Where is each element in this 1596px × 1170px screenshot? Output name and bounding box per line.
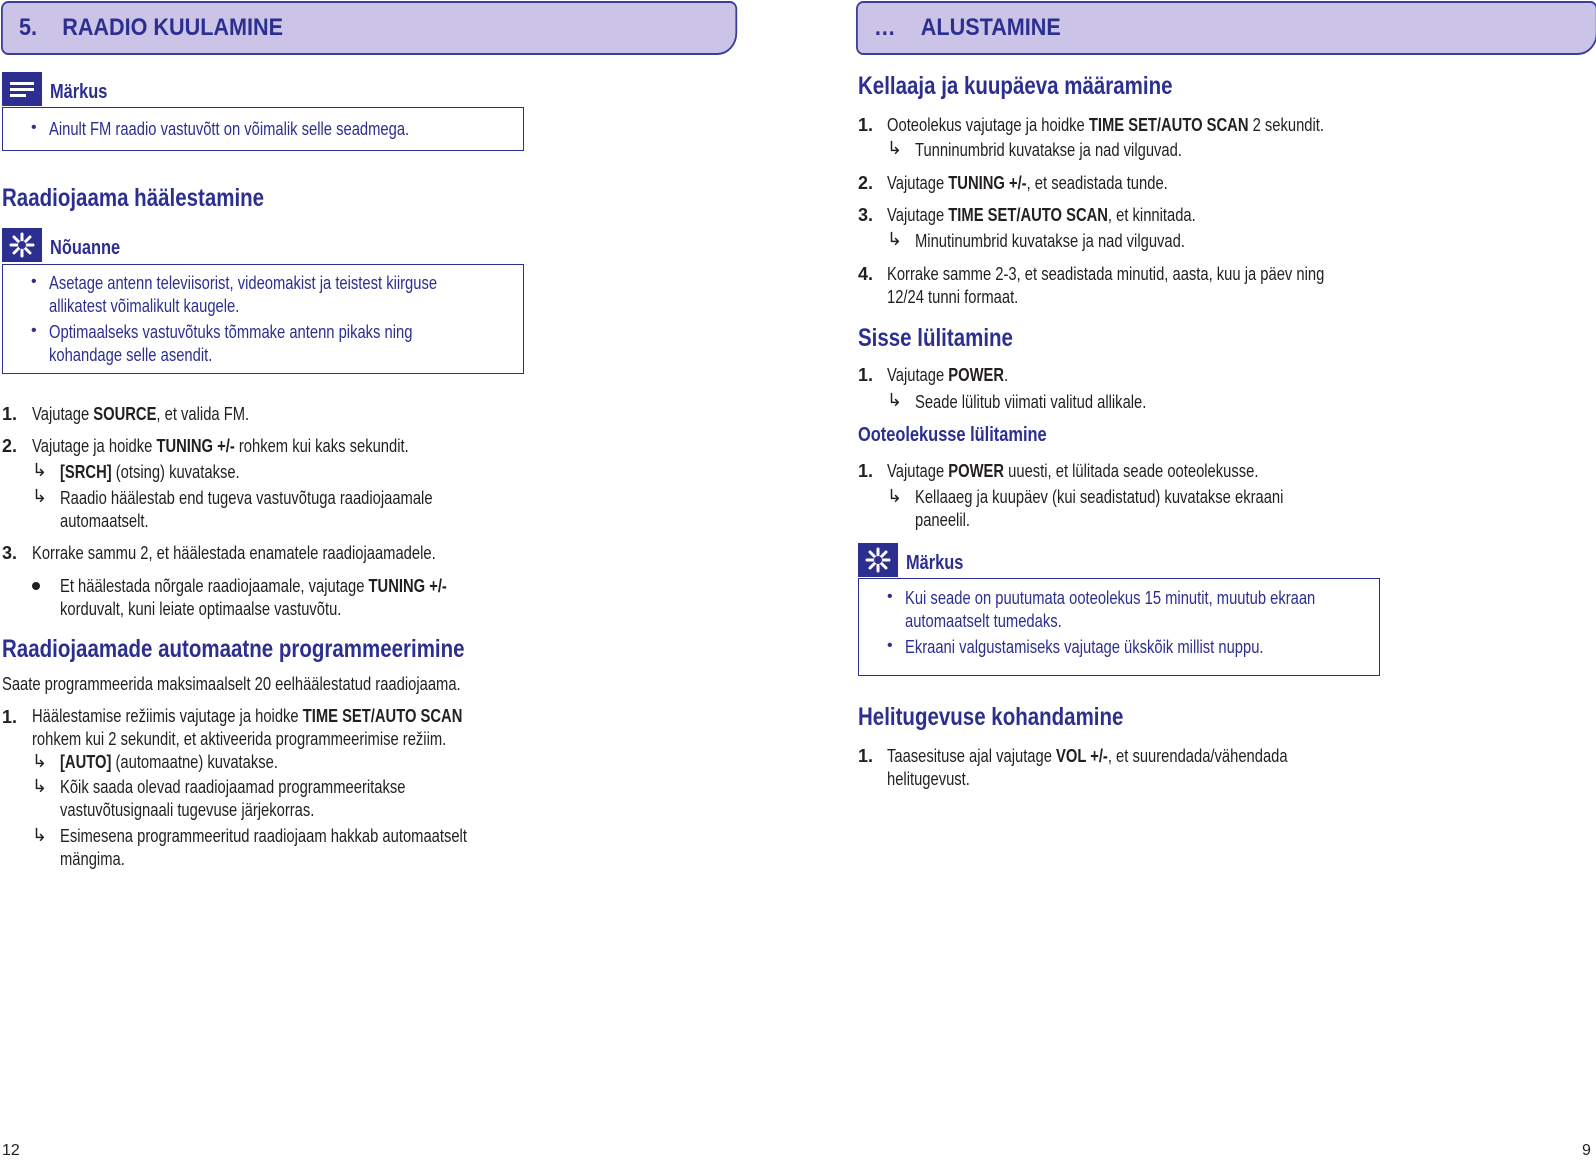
chapter-header-right [856,1,1596,55]
result-text: [SRCH] (otsing) kuvatakse. [60,462,240,482]
asterisk-icon [2,228,42,262]
note-title: Märkus [906,552,964,574]
section-title-tuning: Raadiojaama häälestamine [2,184,265,212]
step-number: 1. [858,746,874,766]
bullet: • [887,637,893,654]
result-text: [AUTO] (automaatne) kuvatakse. [60,752,278,772]
result-arrow-icon: ↳ [887,229,903,249]
note-title: Märkus [50,81,108,103]
step-text: Vajutage POWER uuesti, et lülitada seade ooteolekusse. [887,461,1259,481]
result-text: Raadio häälestab end tugeva vastuvõtuga raadiojaamale automaatselt. [60,488,433,531]
tip-item: Asetage antenn televiisorist, videomakist ja teistest kiirguse allikatest võimalikult kaugele. [49,273,438,316]
section-title-clock: Kellaaja ja kuupäeva määramine [858,72,1173,100]
tip-item: Optimaalseks vastuvõtuks tõmmake antenn pikaks ning kohandage selle asendit. [49,322,413,365]
note-box [858,578,1380,676]
step-number: 1. [858,115,874,135]
bullet-dot [32,582,40,590]
chapter-header-left [1,1,737,55]
section-intro: Saate programmeerida maksimaalselt 20 eelhäälestatud raadiojaama. [2,674,461,694]
result-text: Tunninumbrid kuvatakse ja nad vilguvad. [915,140,1182,160]
note-lines-icon [2,72,42,106]
step-number: 1. [2,404,18,424]
asterisk-icon [858,543,898,577]
step-number: 3. [2,543,18,563]
result-text: Minutinumbrid kuvatakse ja nad vilguvad. [915,231,1185,251]
step-text: Vajutage TIME SET/AUTO SCAN, et kinnitada. [887,205,1196,225]
result-arrow-icon: ↳ [887,390,903,410]
result-arrow-icon: ↳ [32,776,48,796]
tip-title: Nõuanne [50,237,121,259]
result-arrow-icon: ↳ [32,825,48,845]
result-text: Esimesena programmeeritud raadiojaam hakkab automaatselt mängima. [60,826,467,869]
page-number-right: 9 [1582,1142,1591,1159]
result-arrow-icon: ↳ [32,751,48,771]
bullet: • [887,588,893,605]
step-number: 2. [858,173,874,193]
step-number: 2. [2,436,18,456]
section-title-volume: Helitugevuse kohandamine [858,703,1124,731]
bullet: • [31,322,37,339]
step-text: Korrake sammu 2, et häälestada enamatele raadiojaamadele. [32,543,436,563]
step-text: Ooteolekus vajutage ja hoidke TIME SET/AUTO SCAN 2 sekundit. [887,115,1324,135]
note-item: Ekraani valgustamiseks vajutage ükskõik millist nuppu. [905,637,1264,657]
result-text: Kõik saada olevad raadiojaamad programmeeritakse vastuvõtusignaali tugevuse järjekorras. [60,777,406,820]
note-item: Kui seade on puutumata ooteolekus 15 minutit, muutub ekraan automaatselt tumedaks. [905,588,1316,631]
step-number: 1. [2,707,18,727]
tip-header [2,228,136,262]
step-text: Korrake samme 2-3, et seadistada minutid, aasta, kuu ja päev ning 12/24 tunni formaat. [887,264,1325,307]
step-text: Häälestamise režiimis vajutage ja hoidke TIME SET/AUTO SCAN rohkem kui 2 sekundit, et aktiveerida programmeerimise režiim. [32,706,463,749]
step-text: Taasesituse ajal vajutage VOL +/-, et suurendada/vähendada helitugevust. [887,746,1288,789]
step-number: 1. [858,461,874,481]
chapter-number: … [874,14,896,41]
step-text: Vajutage ja hoidke TUNING +/- rohkem kui kaks sekundit. [32,436,409,456]
step-text: Vajutage SOURCE, et valida FM. [32,404,250,424]
note-header [858,543,976,577]
step-number: 4. [858,264,874,284]
note-header [2,72,120,106]
bullet: • [31,119,37,136]
section-title-auto-program: Raadiojaamade automaatne programmeerimine [2,635,465,663]
result-text: Kellaaeg ja kuupäev (kui seadistatud) kuvatakse ekraani paneelil. [915,487,1284,530]
result-arrow-icon: ↳ [887,138,903,158]
result-arrow-icon: ↳ [887,486,903,506]
bullet: • [31,273,37,290]
page-number-left: 12 [2,1142,20,1159]
tip-box [2,264,524,374]
step-text: Vajutage TUNING +/-, et seadistada tunde. [887,173,1168,193]
chapter-number: 5. [19,14,38,41]
chapter-title: RAADIO KUULAMINE [62,14,284,41]
step-text: Vajutage POWER. [887,365,1009,385]
chapter-title: ALUSTAMINE [920,14,1061,41]
result-arrow-icon: ↳ [32,486,48,506]
note-box [2,107,524,151]
subsection-title-standby: Ooteolekusse lülitamine [858,424,1047,446]
section-title-power: Sisse lülitamine [858,324,1013,352]
step-number: 1. [858,365,874,385]
result-text: Seade lülitub viimati valitud allikale. [915,392,1147,412]
result-arrow-icon: ↳ [32,460,48,480]
step-number: 3. [858,205,874,225]
sub-bullet-text: Et häälestada nõrgale raadiojaamale, vajutage TUNING +/- korduvalt, kuni leiate optimaalse vastuvõtu. [60,576,447,619]
note-item: Ainult FM raadio vastuvõtt on võimalik selle seadmega. [49,119,410,139]
